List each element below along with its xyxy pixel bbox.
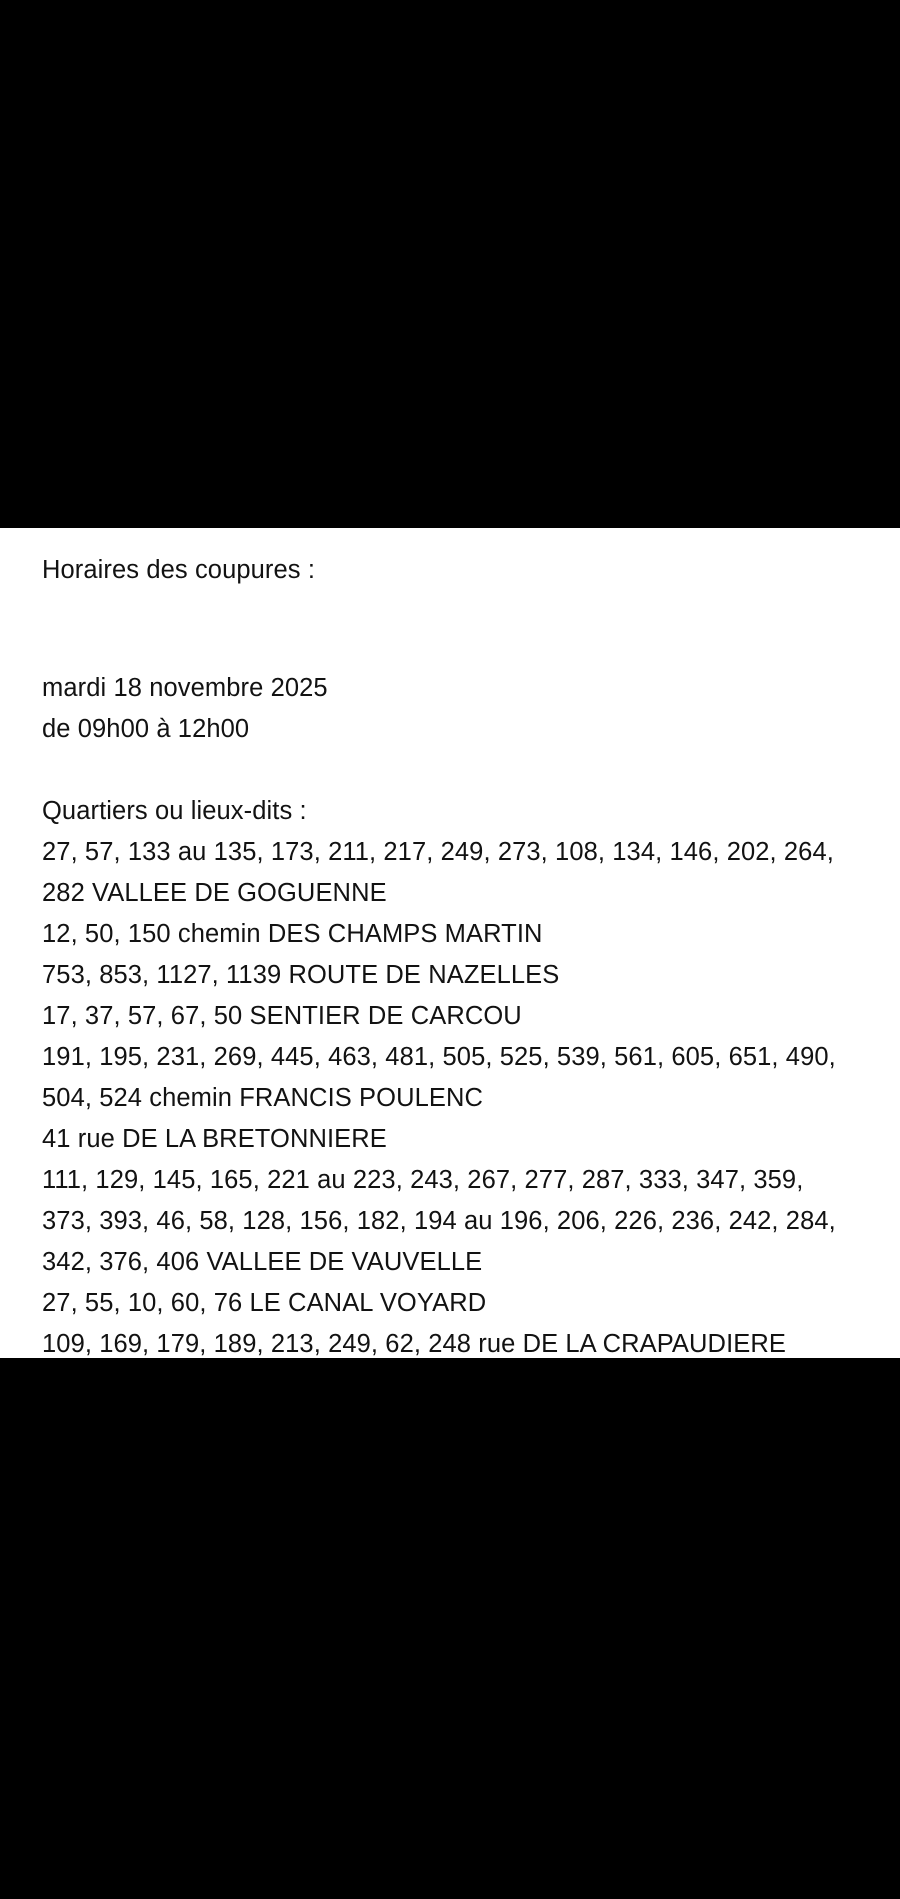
document-sheet xyxy=(0,528,900,1358)
schedule-heading: Horaires des coupures : xyxy=(42,556,316,584)
area-item: 41 rue DE LA BRETONNIERE xyxy=(42,1125,387,1153)
area-item: 27, 55, 10, 60, 76 LE CANAL VOYARD xyxy=(42,1289,487,1317)
outage-time-range: de 09h00 à 12h00 xyxy=(42,715,250,743)
areas-list xyxy=(42,832,858,1365)
outage-date: mardi 18 novembre 2025 xyxy=(42,674,328,702)
spacer-after-schedule-heading xyxy=(42,591,858,668)
top-black-band xyxy=(0,0,900,528)
areas-heading: Quartiers ou lieux-dits : xyxy=(42,797,307,825)
area-item: 111, 129, 145, 165, 221 au 223, 243, 267, 277, 287, 333, 347, 359, 373, 393, 46, 58, 128, 156, 182, 194 au 196, 206, 226, 236, 242, 284, 342, 376, 406 VALLEE DE VAUVELLE xyxy=(42,1166,836,1276)
spacer-before-areas-heading xyxy=(42,750,858,791)
area-item: 753, 853, 1127, 1139 ROUTE DE NAZELLES xyxy=(42,961,560,989)
area-item: 17, 37, 57, 67, 50 SENTIER DE CARCOU xyxy=(42,1002,522,1030)
bottom-black-band xyxy=(0,1358,900,1899)
area-item: 109, 169, 179, 189, 213, 249, 62, 248 rue DE LA CRAPAUDIERE xyxy=(42,1330,786,1358)
area-item: 191, 195, 231, 269, 445, 463, 481, 505, 525, 539, 561, 605, 651, 490, 504, 524 chemin FRANCIS POULENC xyxy=(42,1043,836,1112)
area-item: 12, 50, 150 chemin DES CHAMPS MARTIN xyxy=(42,920,543,948)
area-item: 27, 57, 133 au 135, 173, 211, 217, 249, 273, 108, 134, 146, 202, 264, 282 VALLEE DE GOGUENNE xyxy=(42,838,834,907)
